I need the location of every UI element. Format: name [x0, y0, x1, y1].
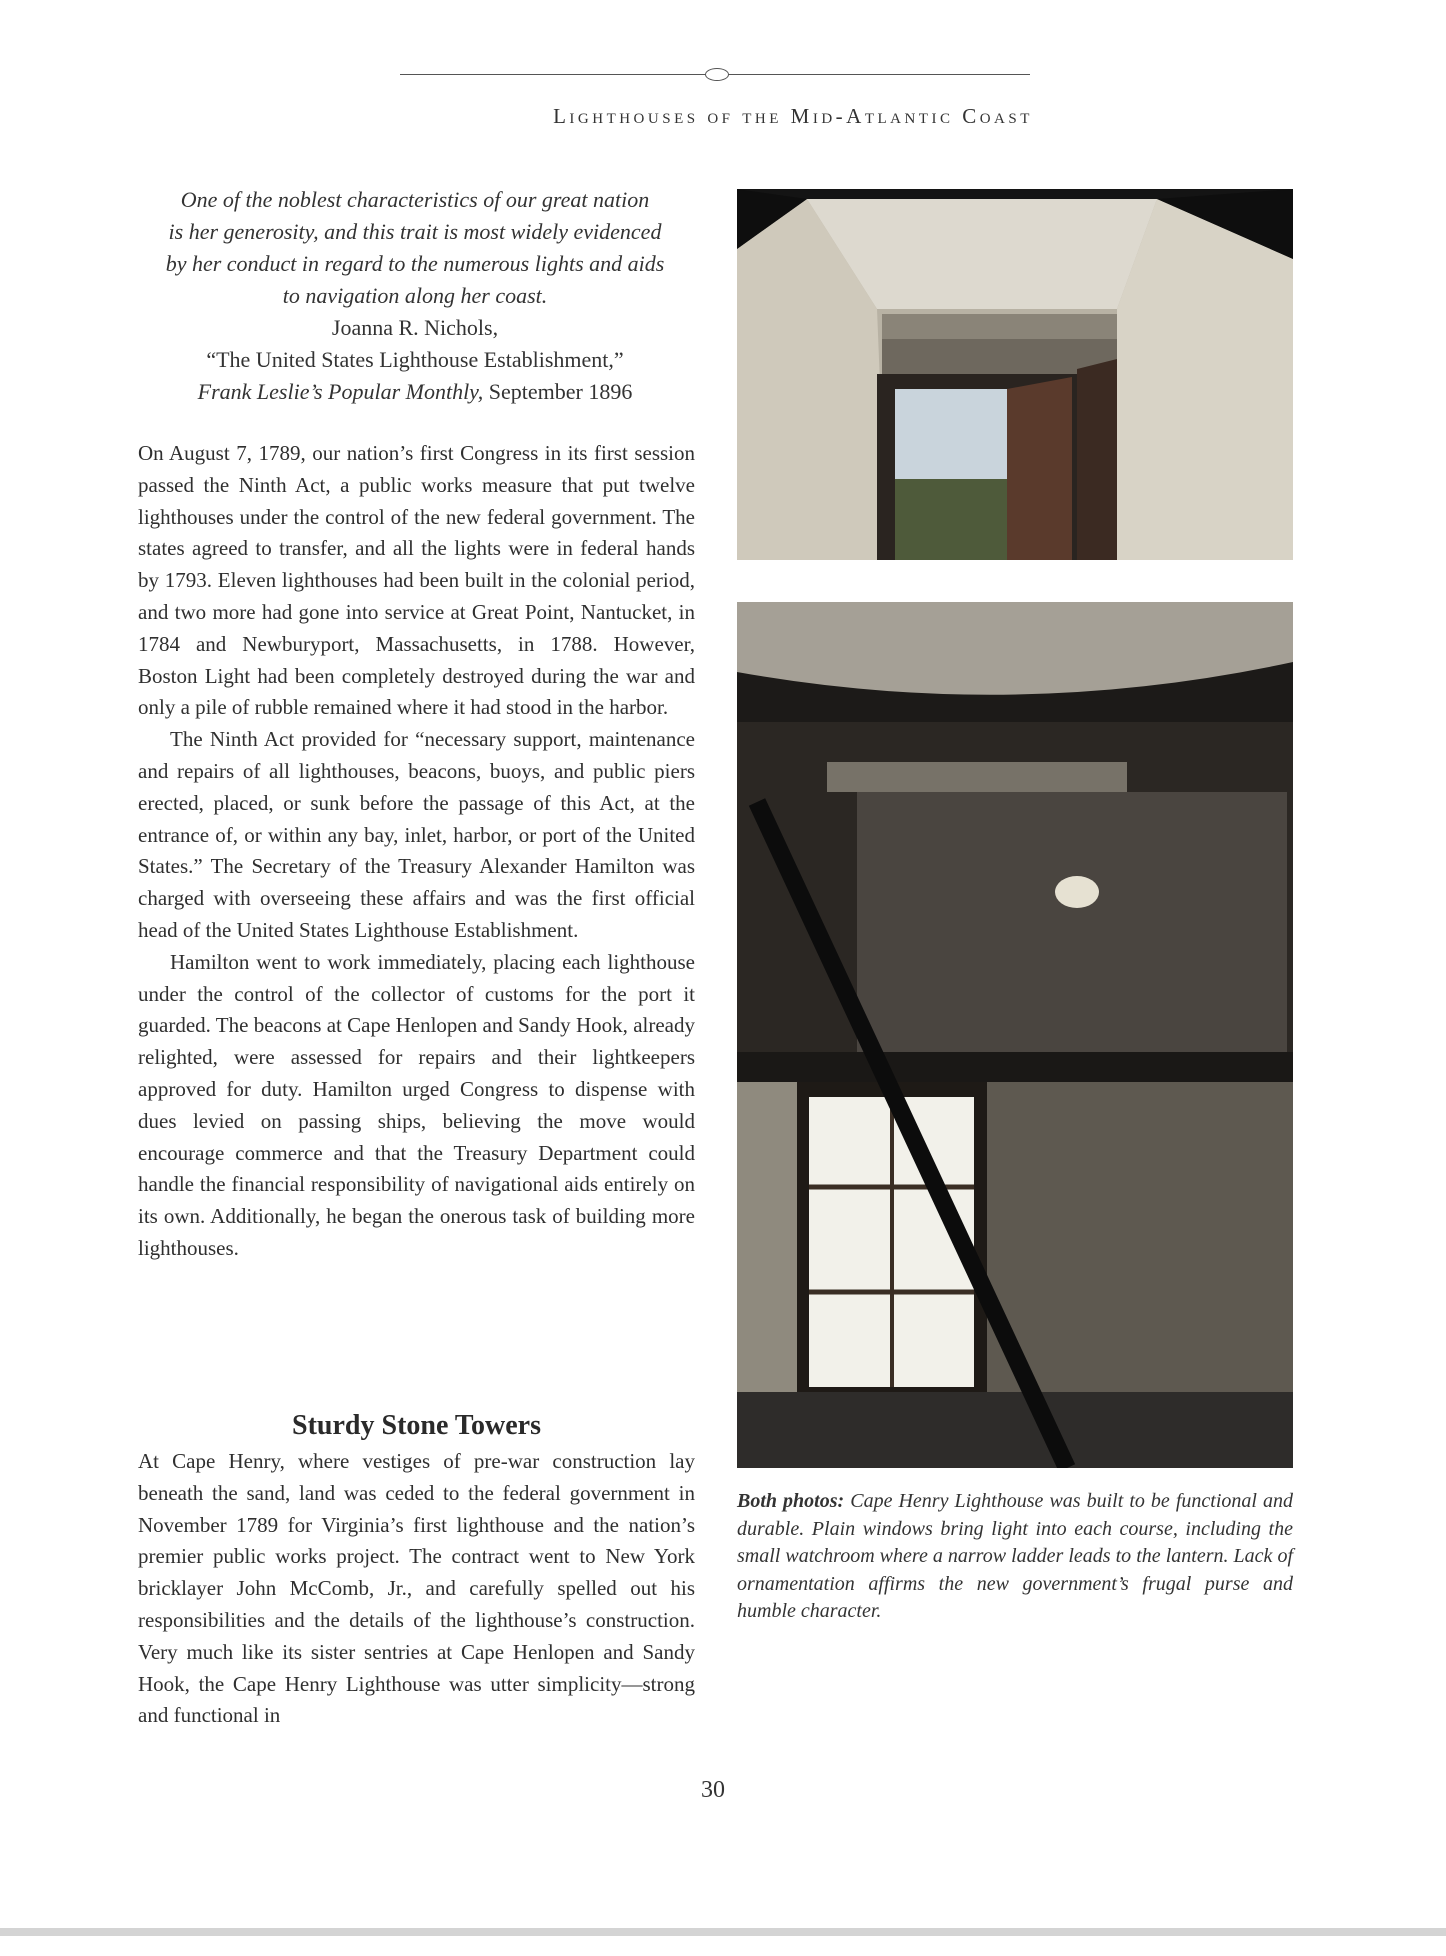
epigraph-date: September 1896 [483, 379, 633, 404]
epigraph-publication: Frank Leslie’s Popular Monthly, [197, 379, 484, 404]
header-ornament-icon [705, 68, 729, 81]
page-number: 30 [701, 1777, 725, 1803]
running-head: Lighthouses of the Mid-Atlantic Coast [553, 104, 1033, 128]
epigraph-author: Joanna R. Nichols, [331, 315, 499, 340]
section-text-column [138, 1446, 695, 1732]
section-heading: Sturdy Stone Towers [292, 1410, 541, 1441]
body-text-column [138, 438, 695, 1265]
epigraph-quote-line: One of the noblest characteristics of our great nation [180, 187, 650, 212]
epigraph-article: “The United States Lighthouse Establishment,” [206, 347, 624, 372]
body-paragraph: On August 7, 1789, our nation’s first Congress in its first session passed the Ninth Act, a public works measure that put twelve lighthouses under the control of the new federal government. The states agreed to transfer, and all the lights were in federal hands by 1793. Eleven lighthouses had been built in the colonial period, and two more had gone into service at Great Point, Nantucket, in 1784 and Newburyport, Massachusetts, in 1788. However, Boston Light had been completely destroyed during the war and only a pile of rubble remained where it had stood in the harbor. [138, 441, 695, 720]
body-paragraph: At Cape Henry, where vestiges of pre-war construction lay beneath the sand, land was ceded to the federal government in November 1789 for Virginia’s first lighthouse and the nation’s premier public works project. The contract went to New York bricklayer John McComb, Jr., and carefully spelled out his responsibilities and the details of the lighthouse’s construction. Very much like its sister sentries at Cape Henlopen and Sandy Hook, the Cape Henry Lighthouse was utter simplicity—strong and functional in [138, 1449, 695, 1728]
body-paragraph: Hamilton went to work immediately, placing each lighthouse under the control of the collector of customs for the port it guarded. The beacons at Cape Henlopen and Sandy Hook, already relighted, were assessed for repairs and their lightkeepers approved for duty. Hamilton urged Congress to dispense with dues levied on passing ships, believing the move would encourage commerce and that the Treasury Department could handle the financial responsibility of navigational aids entirely on its own. Additionally, he began the onerous task of building more lighthouses. [138, 949, 695, 1260]
epigraph-source [135, 376, 695, 408]
photo-ladder-interior [737, 602, 1293, 1468]
photo-caption [737, 1488, 1293, 1626]
epigraph-quote-line: is her generosity, and this trait is most widely evidenced [168, 219, 662, 244]
epigraph-quote-line: by her conduct in regard to the numerous lights and aids [165, 251, 665, 276]
caption-text: Cape Henry Lighthouse was built to be functional and durable. Plain windows bring light into each course, including the small watchroom where a narrow ladder leads to the lantern. Lack of ornamentation affirms the new government’s frugal purse and humble character. [737, 1490, 1293, 1622]
photo-window-recess [737, 189, 1293, 560]
epigraph [135, 184, 695, 408]
footer-bar [0, 1928, 1446, 1936]
epigraph-quote-line: to navigation along her coast. [282, 283, 548, 308]
caption-lead: Both photos: [737, 1490, 845, 1512]
body-paragraph: The Ninth Act provided for “necessary support, maintenance and repairs of all lighthouses, beacons, buoys, and public piers erected, placed, or sunk before the passage of this Act, at the entrance of, or within any bay, inlet, harbor, or port of the United States.” The Secretary of the Treasury Alexander Hamilton was charged with overseeing these affairs and was the first official head of the United States Lighthouse Establishment. [138, 727, 695, 942]
